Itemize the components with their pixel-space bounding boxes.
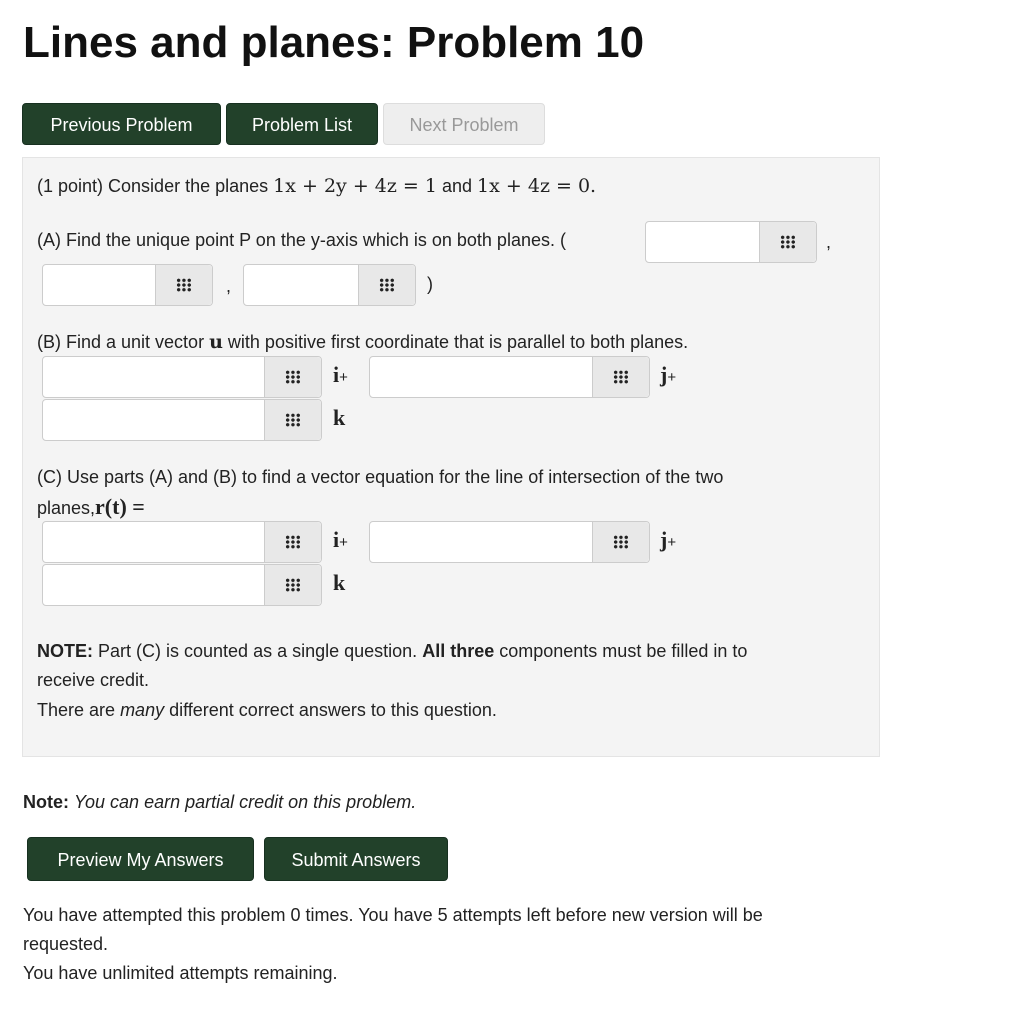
grid-icon bbox=[285, 370, 301, 384]
answer-c-k[interactable] bbox=[42, 564, 322, 606]
plane-equation-1: 1x + 2y + 4z = 1 bbox=[273, 175, 437, 197]
many-pre: There are bbox=[37, 700, 116, 720]
intro-text: (1 point) Consider the planes bbox=[37, 176, 269, 196]
answer-input[interactable] bbox=[43, 565, 264, 605]
grid-icon bbox=[285, 413, 301, 427]
next-problem-button[interactable]: Next Problem bbox=[383, 103, 545, 145]
grid-icon bbox=[613, 535, 629, 549]
keyboard-button[interactable] bbox=[592, 357, 649, 397]
plus: + bbox=[667, 534, 677, 551]
close-paren: ) bbox=[427, 274, 433, 294]
unit-j: j bbox=[660, 362, 668, 387]
r-of-t: r(t) = bbox=[95, 494, 145, 519]
part-b-text bbox=[37, 331, 688, 353]
answer-input[interactable] bbox=[43, 265, 155, 305]
partial-label: Note: bbox=[23, 792, 69, 812]
many-italic: many bbox=[120, 700, 165, 720]
answer-input[interactable] bbox=[43, 522, 264, 562]
unit-i: i bbox=[333, 527, 340, 552]
part-c-line1: (C) Use parts (A) and (B) to find a vector equation for the line of intersection of the two bbox=[37, 467, 724, 487]
plus: + bbox=[339, 534, 348, 551]
answer-b-j[interactable] bbox=[369, 356, 650, 398]
unit-k: k bbox=[333, 405, 346, 430]
answer-input[interactable] bbox=[244, 265, 358, 305]
answer-b-k[interactable] bbox=[42, 399, 322, 441]
problem-list-button[interactable]: Problem List bbox=[226, 103, 378, 145]
keyboard-button[interactable] bbox=[264, 357, 321, 397]
grid-icon bbox=[176, 278, 192, 292]
previous-problem-button[interactable]: Previous Problem bbox=[22, 103, 221, 145]
answer-input[interactable] bbox=[646, 222, 759, 262]
comma: , bbox=[826, 232, 832, 252]
note-line1 bbox=[37, 641, 747, 662]
preview-answers-button[interactable]: Preview My Answers bbox=[27, 837, 254, 881]
submit-answers-button[interactable]: Submit Answers bbox=[264, 837, 448, 881]
part-c-line2 bbox=[37, 494, 145, 520]
answer-c-i[interactable] bbox=[42, 521, 322, 563]
unit-i: i bbox=[333, 362, 340, 387]
note-text: Part (C) is counted as a single question. bbox=[98, 641, 418, 661]
note-label: NOTE: bbox=[37, 641, 93, 661]
answer-b-i[interactable] bbox=[42, 356, 322, 398]
and-text: and bbox=[441, 176, 473, 196]
attempts-line3: You have unlimited attempts remaining. bbox=[23, 963, 338, 983]
keyboard-button[interactable] bbox=[759, 222, 816, 262]
many-post: different correct answers to this question. bbox=[169, 700, 497, 720]
attempts-line1: You have attempted this problem 0 times. You have 5 attempts left before new version will be bbox=[23, 905, 763, 925]
partial-text: You can earn partial credit on this problem. bbox=[74, 792, 417, 812]
many-answers-note bbox=[37, 700, 497, 721]
keyboard-button[interactable] bbox=[358, 265, 415, 305]
grid-icon bbox=[285, 535, 301, 549]
attempts-line2: requested. bbox=[23, 934, 109, 954]
note-bold: All three bbox=[422, 641, 495, 661]
grid-icon bbox=[379, 278, 395, 292]
keyboard-button[interactable] bbox=[264, 522, 321, 562]
part-b-post: with positive first coordinate that is parallel to both planes. bbox=[227, 332, 689, 352]
unit-k: k bbox=[333, 570, 346, 595]
answer-a-y[interactable] bbox=[42, 264, 213, 306]
comma: , bbox=[226, 276, 232, 296]
note-text: components must be filled in to bbox=[499, 641, 748, 661]
note-line2: receive credit. bbox=[37, 670, 150, 690]
unit-j: j bbox=[660, 527, 668, 552]
keyboard-button[interactable] bbox=[155, 265, 212, 305]
answer-a-x[interactable] bbox=[645, 221, 817, 263]
vector-u: u bbox=[209, 331, 223, 353]
answer-c-j[interactable] bbox=[369, 521, 650, 563]
plus: + bbox=[339, 369, 348, 386]
problem-intro bbox=[37, 175, 596, 197]
keyboard-button[interactable] bbox=[264, 565, 321, 605]
partial-credit-note bbox=[23, 792, 416, 813]
keyboard-button[interactable] bbox=[264, 400, 321, 440]
part-a-text: (A) Find the unique point P on the y-axis which is on both planes. ( bbox=[37, 230, 566, 250]
grid-icon bbox=[780, 235, 796, 249]
answer-a-z[interactable] bbox=[243, 264, 416, 306]
grid-icon bbox=[285, 578, 301, 592]
answer-input[interactable] bbox=[370, 357, 592, 397]
part-b-pre: (B) Find a unit vector bbox=[37, 332, 205, 352]
grid-icon bbox=[613, 370, 629, 384]
plane-equation-2: 1x + 4z = 0. bbox=[477, 175, 597, 197]
page-title: Lines and planes: Problem 10 bbox=[23, 18, 645, 67]
planes-text: planes, bbox=[37, 498, 96, 518]
keyboard-button[interactable] bbox=[592, 522, 649, 562]
plus: + bbox=[667, 369, 677, 386]
answer-input[interactable] bbox=[43, 357, 264, 397]
answer-input[interactable] bbox=[43, 400, 264, 440]
answer-input[interactable] bbox=[370, 522, 592, 562]
